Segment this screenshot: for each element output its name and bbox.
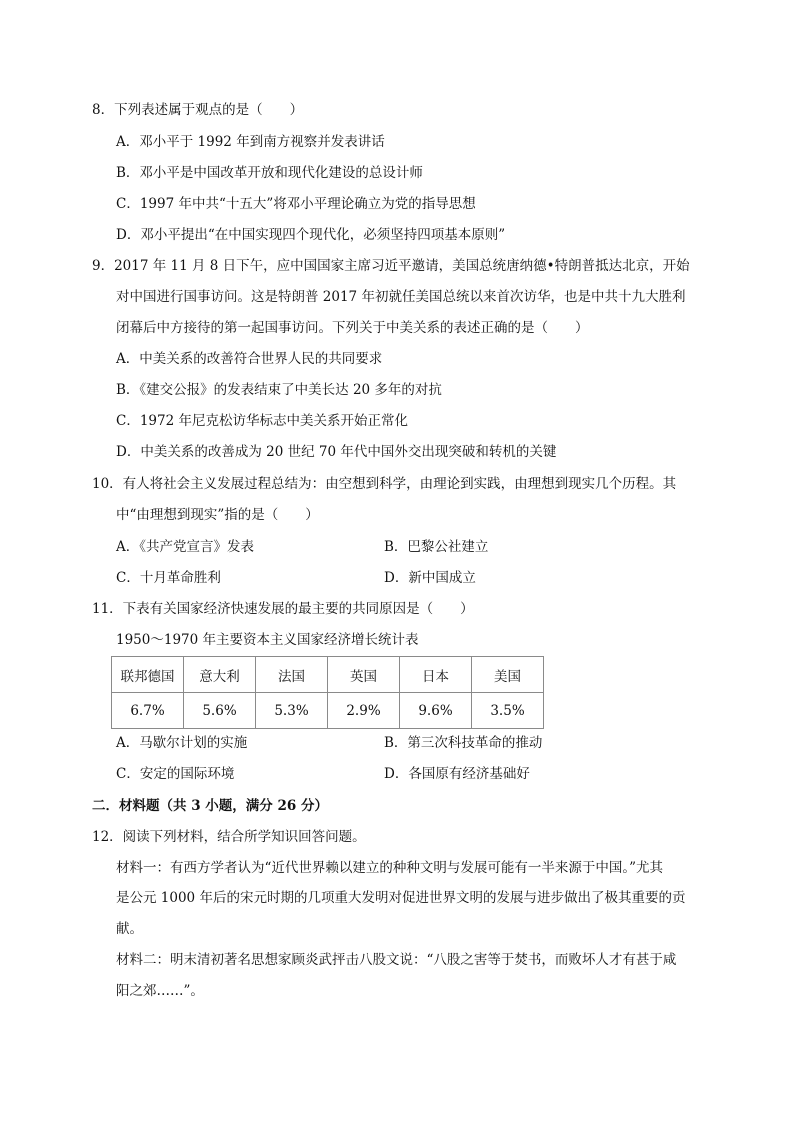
question-11-stem: 11．下表有关国家经济快速发展的最主要的共同原因是（ ）: [92, 601, 474, 617]
table-cell: 5.3%: [256, 693, 328, 729]
question-9-option-d: D．中美关系的改善成为 20 世纪 70 年代中国外交出现突破和转机的关键: [116, 444, 557, 460]
material-1-line-1: 材料一：有西方学者认为“近代世界赖以建立的种种文明与发展可能有一半来源于中国。”尤其: [116, 860, 664, 876]
question-9-option-b: B．《建交公报》的发表结束了中美长达 20 多年的对抗: [116, 382, 442, 398]
table-cell: 6.7%: [112, 693, 184, 729]
table-title: 1950～1970 年主要资本主义国家经济增长统计表: [116, 632, 419, 648]
table-header-row: [112, 657, 544, 693]
material-1-line-2: 是公元 1000 年后的宋元时期的几项重大发明对促进世界文明的发展与进步做出了极其重要的贡: [116, 890, 686, 906]
table-cell: 2.9%: [328, 693, 400, 729]
material-2-line-1: 材料二：明末清初著名思想家顾炎武抨击八股文说：“八股之害等于焚书，而败坏人才有甚于咸: [116, 952, 677, 968]
question-8-option-c: C．1997 年中共“十五大”将邓小平理论确立为党的指导思想: [116, 196, 476, 212]
table-cell: 9.6%: [400, 693, 472, 729]
question-10-option-c: C．十月革命胜利: [116, 570, 221, 586]
question-11-option-d: D．各国原有经济基础好: [384, 766, 530, 782]
question-8-stem: 8．下列表述属于观点的是（ ）: [92, 102, 304, 118]
table-row: [112, 693, 544, 729]
table-cell: 5.6%: [184, 693, 256, 729]
table-header-cell: 日本: [400, 657, 472, 693]
question-10-option-d: D．新中国成立: [384, 570, 476, 586]
question-11-option-b: B．第三次科技革命的推动: [384, 735, 543, 751]
question-11-option-c: C．安定的国际环境: [116, 766, 235, 782]
table-cell: 3.5%: [472, 693, 544, 729]
question-12-stem: 12．阅读下列材料，结合所学知识回答问题。: [92, 829, 366, 845]
question-10-option-a: A．《共产党宣言》发表: [116, 539, 254, 555]
question-9-line-3: 闭幕后中方接待的第一起国事访问。下列关于中美关系的表述正确的是（ ）: [116, 320, 589, 336]
question-11-option-a: A．马歇尔计划的实施: [116, 735, 248, 751]
material-2-line-2: 阳之郊……”。: [116, 983, 204, 999]
question-10-option-b: B．巴黎公社建立: [384, 539, 489, 555]
section-heading: 二．材料题（共 3 小题，满分 26 分）: [92, 798, 328, 814]
question-8-option-a: A．邓小平于 1992 年到南方视察并发表讲话: [116, 134, 385, 150]
table-header-cell: 美国: [472, 657, 544, 693]
question-10-line-1: 10．有人将社会主义发展过程总结为：由空想到科学，由理论到实践，由理想到现实几个历程。其: [92, 476, 677, 492]
question-9-line-2: 对中国进行国事访问。这是特朗普 2017 年初就任美国总统以来首次访华，也是中共十九大胜利: [116, 289, 686, 305]
question-9-line-1: 9．2017 年 11 月 8 日下午，应中国国家主席习近平邀请，美国总统唐纳德•特朗普抵达北京，开始: [92, 258, 690, 274]
table-header-cell: 意大利: [184, 657, 256, 693]
material-1-line-3: 献。: [116, 921, 143, 937]
question-9-option-a: A．中美关系的改善符合世界人民的共同要求: [116, 351, 383, 367]
question-10-line-2: 中“由理想到现实”指的是（ ）: [116, 507, 319, 523]
table-header-cell: 英国: [328, 657, 400, 693]
table-header-cell: 法国: [256, 657, 328, 693]
table-header-cell: 联邦德国: [112, 657, 184, 693]
growth-table: [111, 656, 544, 729]
question-8-option-d: D．邓小平提出“在中国实现四个现代化，必须坚持四项基本原则”: [116, 227, 506, 243]
question-9-option-c: C．1972 年尼克松访华标志中美关系开始正常化: [116, 413, 408, 429]
question-8-option-b: B．邓小平是中国改革开放和现代化建设的总设计师: [116, 165, 423, 181]
